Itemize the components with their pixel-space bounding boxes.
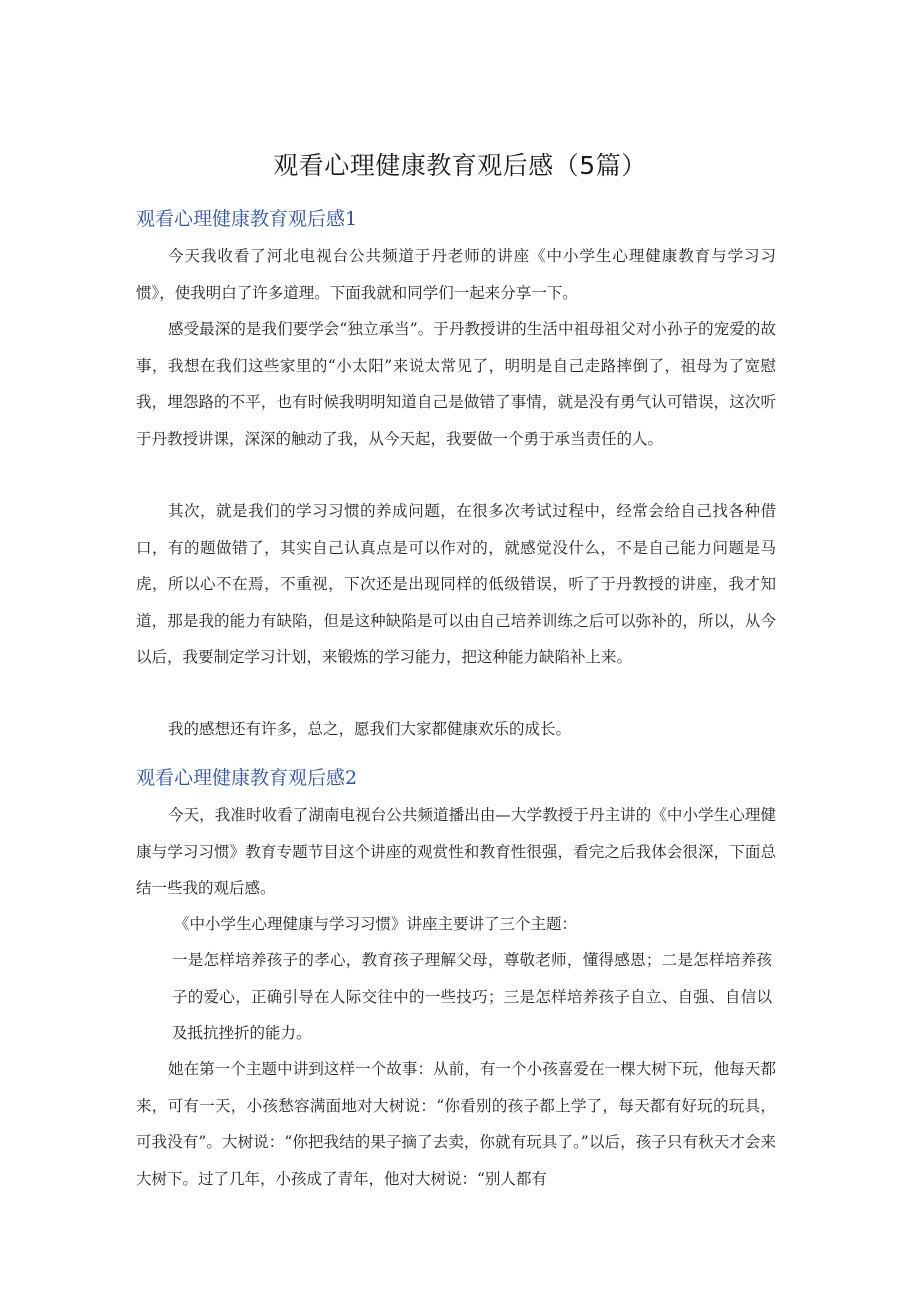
paragraph-topics-intro: 《中小学生心理健康与学习习惯》讲座主要讲了三个主题：	[174, 915, 578, 933]
document-title: 观看心理健康教育观后感（5篇）	[273, 151, 647, 180]
section-heading-1: 观看心理健康教育观后感1	[136, 208, 358, 230]
section-heading-2: 观看心理健康教育观后感2	[136, 767, 358, 789]
paragraph: 今天，我准时收看了湖南电视台公共频道播出由—大学教授于丹主讲的《中小学生心理健康与学习习惯》教育专题节目这个讲座的观赏性和教育性很强，看完之后我体会很深，下面总结一些我的观后感。	[136, 806, 776, 897]
paragraph: 今天我收看了河北电视台公共频道于丹老师的讲座《中小学生心理健康教育与学习习惯》，使我明白了许多道理。下面我就和同学们一起来分享一下。	[136, 247, 776, 302]
paragraph: 感受最深的是我们要学会“独立承当”。于丹教授讲的生活中祖母祖父对小孙子的宠爱的故事，我想在我们这些家里的“小太阳”来说太常见了，明明是自己走路摔倒了，祖母为了宽慰我，埋怨路的不平，也有时候我明明知道自己是做错了事情，就是没有勇气认可错误，这次听于丹教授讲课，深深的触动了我，从今天起，我要做一个勇于承当责任的人。	[136, 320, 776, 448]
paragraph: 其次，就是我们的学习习惯的养成问题，在很多次考试过程中，经常会给自己找各种借口，有的题做错了，其实自己认真点是可以作对的，就感觉没什么，不是自己能力问题是马虎，所以心不在焉，不重视，下次还是出现同样的低级错误，听了于丹教授的讲座，我才知道，那是我的能力有缺陷，但是这种缺陷是可以由自己培养训练之后可以弥补的，所以，从今以后，我要制定学习计划，来锻炼的学习能力，把这种能力缺陷补上来。	[136, 502, 776, 666]
paragraph: 她在第一个主题中讲到这样一个故事：从前，有一个小孩喜爱在一棵大树下玩，他每天都来，可有一天，小孩愁容满面地对大树说：“你看别的孩子都上学了，每天都有好玩的玩具，可我没有”。大树说：“你把我结的果子摘了去卖，你就有玩具了。”以后，孩子只有秋天才会来大树下。过了几年，小孩成了青年，他对大树说：“别人都有	[136, 1060, 776, 1188]
paragraph: 我的感想还有许多，总之，愿我们大家都健康欢乐的成长。	[168, 720, 572, 738]
paragraph-topics-list: 一是怎样培养孩子的孝心，教育孩子理解父母，尊敬老师，懂得感恩；二是怎样培养孩子的爱心，正确引导在人际交往中的一些技巧；三是怎样培养孩子自立、自强、自信以及抵抗挫折的能力。	[172, 951, 772, 1042]
